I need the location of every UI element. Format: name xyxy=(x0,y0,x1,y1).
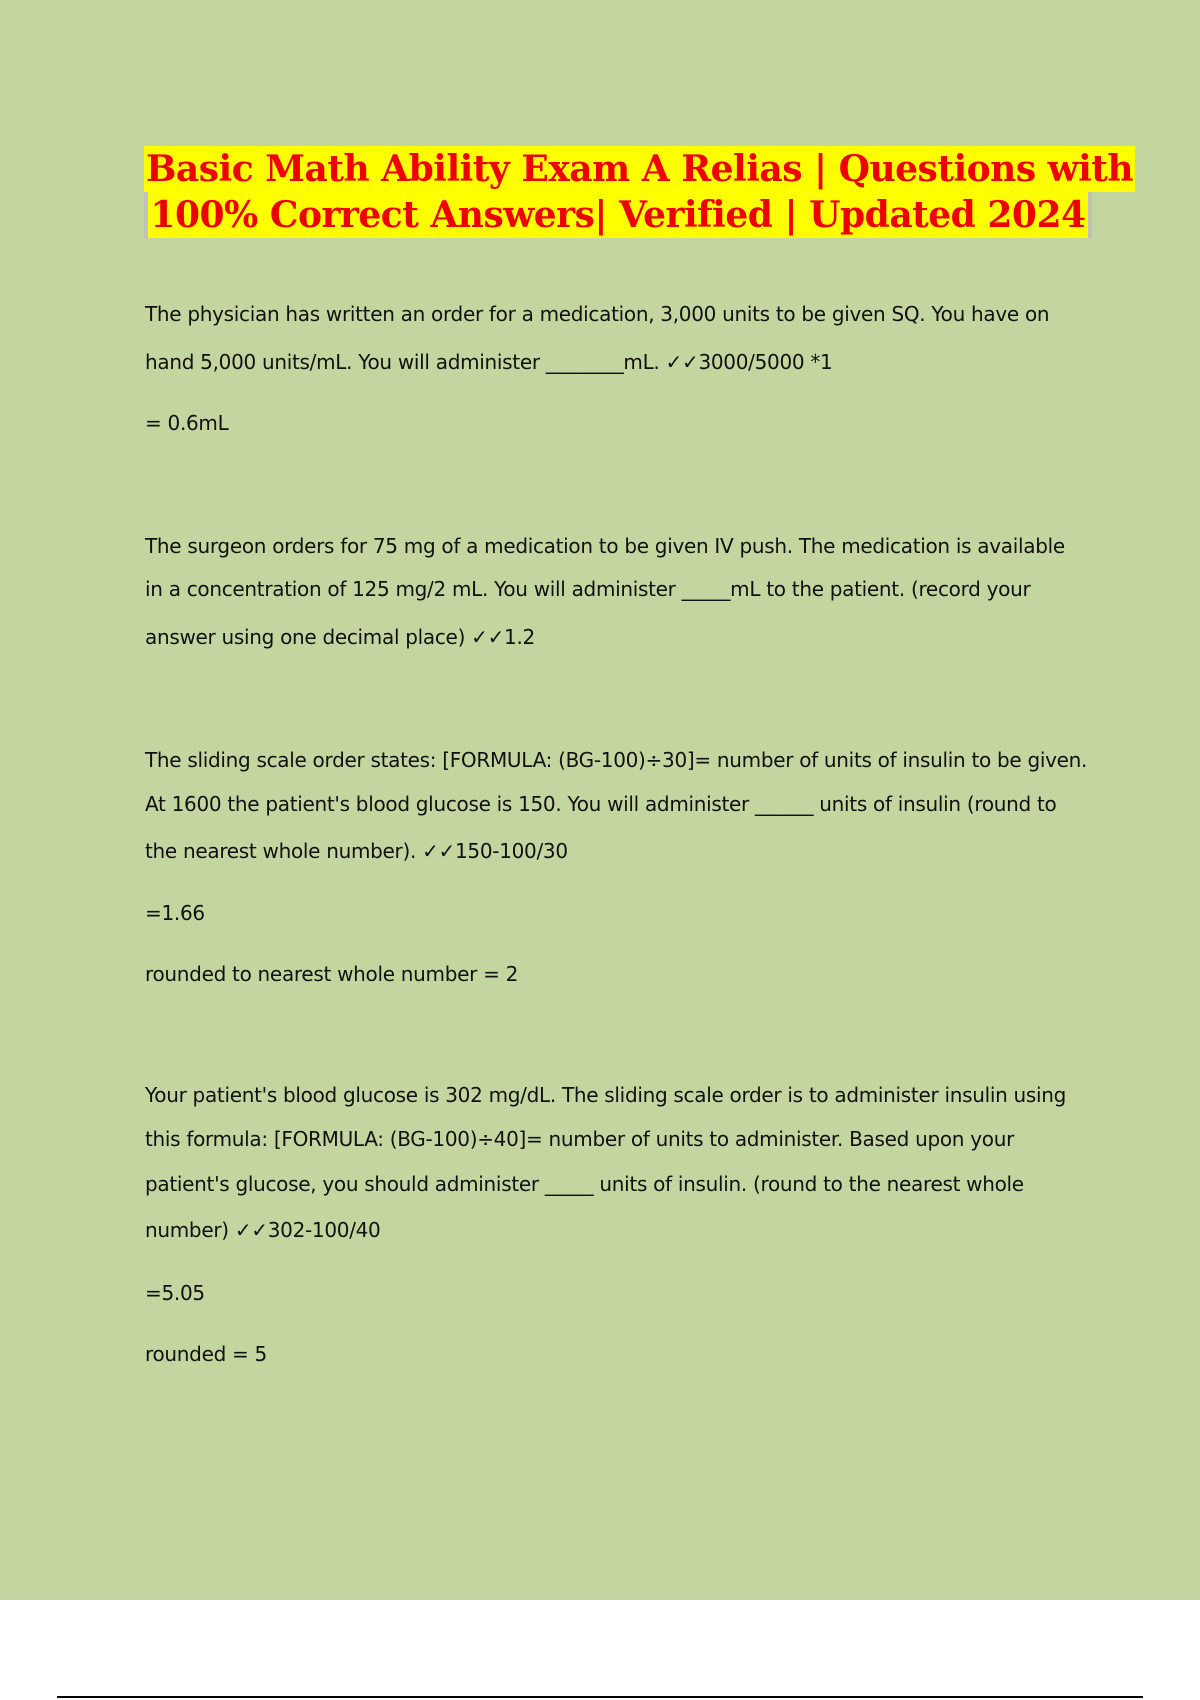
answer-line: rounded = 5 xyxy=(145,1342,267,1366)
title-line-2: 100% Correct Answers| Verified | Updated 2024 xyxy=(150,194,1086,236)
answer-line: = 0.6mL xyxy=(145,411,229,435)
question-line: the nearest whole number). ✓✓150-100/30 xyxy=(145,839,568,863)
question-line: number) ✓✓302-100/40 xyxy=(145,1218,381,1242)
question-line: this formula: [FORMULA: (BG-100)÷40]= number of units to administer. Based upon your xyxy=(145,1127,1014,1151)
question-line: The physician has written an order for a medication, 3,000 units to be given SQ. You have on xyxy=(145,302,1050,326)
question-line: answer using one decimal place) ✓✓1.2 xyxy=(145,625,535,649)
title-line-1: Basic Math Ability Exam A Relias | Questions with xyxy=(146,148,1134,190)
question-line: At 1600 the patient's blood glucose is 150. You will administer ______ units of insulin (round to xyxy=(145,792,1057,816)
document-title xyxy=(144,146,1134,238)
question-line: hand 5,000 units/mL. You will administer ________mL. ✓✓3000/5000 *1 xyxy=(145,350,833,374)
question-line: The sliding scale order states: [FORMULA: (BG-100)÷30]= number of units of insulin to be given. xyxy=(145,748,1088,772)
question-line: patient's glucose, you should administer _____ units of insulin. (round to the nearest whole xyxy=(145,1172,1024,1196)
question-line: The surgeon orders for 75 mg of a medication to be given IV push. The medication is available xyxy=(145,534,1065,558)
answer-line: rounded to nearest whole number = 2 xyxy=(145,962,519,986)
question-line: in a concentration of 125 mg/2 mL. You will administer _____mL to the patient. (record your xyxy=(145,577,1031,601)
answer-line: =1.66 xyxy=(145,901,205,925)
answer-line: =5.05 xyxy=(145,1281,205,1305)
question-line: Your patient's blood glucose is 302 mg/dL. The sliding scale order is to administer insulin using xyxy=(145,1083,1067,1107)
footer-divider xyxy=(57,1696,1143,1698)
